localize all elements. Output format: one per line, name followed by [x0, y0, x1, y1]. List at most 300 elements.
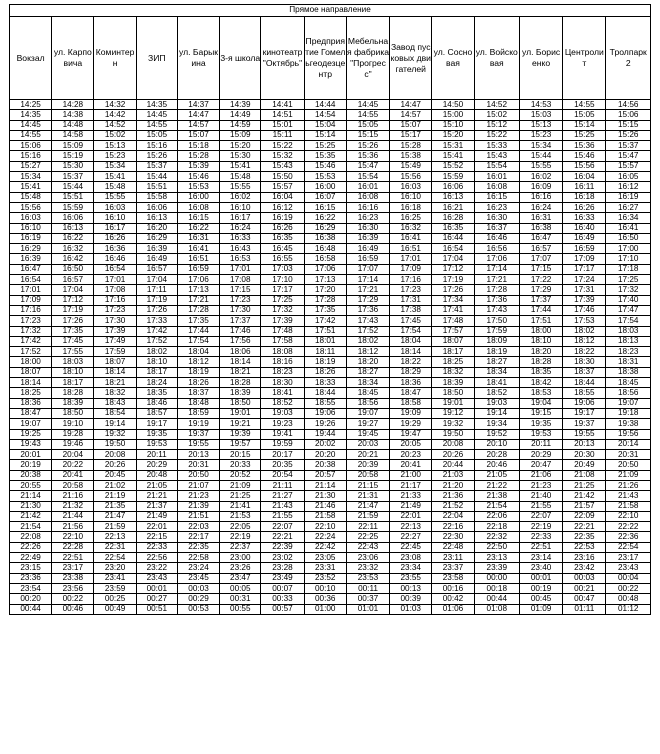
- time-cell: 14:52: [474, 100, 519, 110]
- time-cell: 22:37: [220, 542, 261, 552]
- time-cell: 15:43: [474, 151, 519, 161]
- time-cell: 21:05: [474, 470, 519, 480]
- time-cell: 16:19: [606, 192, 651, 202]
- time-cell: 00:03: [177, 583, 219, 593]
- time-cell: 14:41: [261, 100, 304, 110]
- time-cell: 18:03: [606, 326, 651, 336]
- time-cell: 16:13: [136, 213, 177, 223]
- table-row: [10, 213, 651, 223]
- time-cell: 17:42: [136, 326, 177, 336]
- time-cell: 18:38: [606, 367, 651, 377]
- time-cell: 20:20: [304, 450, 346, 460]
- time-cell: 17:28: [177, 305, 219, 315]
- time-cell: 15:19: [52, 151, 94, 161]
- time-cell: 00:44: [474, 594, 519, 604]
- time-cell: 20:38: [10, 470, 52, 480]
- time-cell: 15:54: [346, 172, 389, 182]
- time-cell: 16:57: [519, 244, 562, 254]
- time-cell: 20:13: [177, 450, 219, 460]
- time-cell: 17:09: [390, 264, 432, 274]
- time-cell: 21:58: [304, 511, 346, 521]
- time-cell: 23:52: [304, 573, 346, 583]
- table-row: [10, 347, 651, 357]
- time-cell: 16:26: [94, 233, 136, 243]
- table-row: [10, 378, 651, 388]
- time-cell: 20:03: [346, 439, 389, 449]
- time-cell: 15:47: [606, 151, 651, 161]
- time-cell: 22:21: [261, 532, 304, 542]
- time-cell: 15:36: [346, 151, 389, 161]
- time-cell: 21:23: [177, 491, 219, 501]
- time-cell: 18:19: [474, 347, 519, 357]
- time-cell: 18:17: [52, 378, 94, 388]
- time-cell: 17:07: [346, 264, 389, 274]
- time-cell: 15:44: [52, 182, 94, 192]
- time-cell: 22:58: [177, 553, 219, 563]
- time-cell: 15:26: [606, 130, 651, 140]
- time-cell: 23:42: [563, 563, 606, 573]
- time-cell: 23:43: [136, 573, 177, 583]
- time-cell: 15:05: [346, 120, 389, 130]
- table-row: [10, 408, 651, 418]
- time-cell: 19:18: [606, 408, 651, 418]
- stop-header: Предприятие Гомельгеодезцентр: [304, 17, 346, 100]
- time-cell: 15:32: [261, 151, 304, 161]
- time-cell: 14:32: [94, 100, 136, 110]
- time-cell: 15:15: [346, 130, 389, 140]
- time-cell: 19:15: [519, 408, 562, 418]
- time-cell: 18:28: [220, 378, 261, 388]
- time-cell: 18:11: [304, 347, 346, 357]
- time-cell: 16:03: [94, 202, 136, 212]
- time-cell: 18:22: [390, 357, 432, 367]
- time-cell: 18:59: [177, 408, 219, 418]
- time-cell: 15:12: [474, 120, 519, 130]
- time-cell: 17:52: [10, 347, 52, 357]
- time-cell: 17:19: [432, 275, 474, 285]
- time-cell: 21:39: [177, 501, 219, 511]
- time-cell: 00:22: [606, 583, 651, 593]
- time-cell: 21:00: [390, 470, 432, 480]
- time-cell: 19:55: [177, 439, 219, 449]
- time-cell: 18:50: [52, 408, 94, 418]
- time-cell: 18:45: [346, 388, 389, 398]
- time-cell: 22:49: [10, 553, 52, 563]
- time-cell: 16:56: [474, 244, 519, 254]
- time-cell: 17:58: [261, 336, 304, 346]
- time-cell: 18:12: [563, 336, 606, 346]
- time-cell: 16:43: [220, 244, 261, 254]
- time-cell: 14:58: [52, 130, 94, 140]
- table-row: [10, 450, 651, 460]
- time-cell: 17:35: [52, 326, 94, 336]
- time-cell: 18:27: [346, 367, 389, 377]
- time-cell: 21:08: [563, 470, 606, 480]
- time-cell: 17:29: [519, 285, 562, 295]
- time-cell: 15:43: [261, 161, 304, 171]
- time-cell: 18:10: [136, 357, 177, 367]
- time-cell: 15:26: [346, 141, 389, 151]
- time-cell: 16:31: [519, 213, 562, 223]
- time-cell: 15:57: [261, 182, 304, 192]
- time-cell: 17:04: [52, 285, 94, 295]
- time-cell: 16:33: [220, 233, 261, 243]
- time-cell: 18:37: [563, 367, 606, 377]
- time-cell: 15:34: [10, 172, 52, 182]
- time-cell: 21:07: [177, 480, 219, 490]
- time-cell: 17:52: [136, 336, 177, 346]
- time-cell: 20:08: [432, 439, 474, 449]
- table-row: [10, 398, 651, 408]
- time-cell: 16:08: [177, 202, 219, 212]
- time-cell: 18:52: [474, 388, 519, 398]
- time-cell: 18:35: [519, 367, 562, 377]
- time-cell: 20:23: [390, 450, 432, 460]
- time-cell: 22:30: [432, 532, 474, 542]
- time-cell: 15:34: [519, 141, 562, 151]
- time-cell: 17:39: [563, 295, 606, 305]
- time-cell: 17:28: [474, 285, 519, 295]
- time-cell: 14:37: [177, 100, 219, 110]
- time-cell: 17:15: [220, 285, 261, 295]
- time-cell: 18:43: [94, 398, 136, 408]
- time-cell: 23:16: [563, 553, 606, 563]
- time-cell: 17:26: [432, 285, 474, 295]
- time-cell: 17:01: [10, 285, 52, 295]
- time-cell: 17:47: [606, 305, 651, 315]
- time-cell: 17:31: [563, 285, 606, 295]
- time-cell: 21:27: [261, 491, 304, 501]
- table-row: [10, 501, 651, 511]
- time-cell: 21:14: [304, 480, 346, 490]
- time-cell: 20:05: [390, 439, 432, 449]
- time-cell: 21:55: [519, 501, 562, 511]
- time-cell: 15:02: [474, 110, 519, 120]
- time-cell: 22:08: [10, 532, 52, 542]
- time-cell: 19:57: [220, 439, 261, 449]
- time-cell: 16:25: [390, 213, 432, 223]
- time-cell: 23:13: [474, 553, 519, 563]
- time-cell: 15:20: [432, 130, 474, 140]
- time-cell: 16:54: [432, 244, 474, 254]
- time-cell: 16:06: [136, 202, 177, 212]
- time-cell: 22:53: [563, 542, 606, 552]
- time-cell: 15:25: [304, 141, 346, 151]
- time-cell: 18:47: [10, 408, 52, 418]
- time-cell: 17:06: [304, 264, 346, 274]
- time-cell: 21:56: [52, 522, 94, 532]
- time-cell: 18:28: [519, 357, 562, 367]
- time-cell: 01:08: [474, 604, 519, 614]
- time-cell: 19:06: [563, 398, 606, 408]
- time-cell: 18:14: [94, 367, 136, 377]
- time-cell: 17:54: [390, 326, 432, 336]
- time-cell: 14:52: [94, 120, 136, 130]
- time-cell: 19:23: [261, 419, 304, 429]
- time-cell: 14:38: [52, 110, 94, 120]
- time-cell: 00:29: [177, 594, 219, 604]
- time-cell: 23:56: [52, 583, 94, 593]
- time-cell: 17:12: [432, 264, 474, 274]
- time-cell: 22:25: [346, 532, 389, 542]
- time-cell: 17:11: [136, 285, 177, 295]
- time-cell: 00:16: [432, 583, 474, 593]
- time-cell: 14:55: [136, 120, 177, 130]
- time-cell: 00:49: [94, 604, 136, 614]
- table-row: [10, 254, 651, 264]
- time-cell: 15:38: [390, 151, 432, 161]
- time-cell: 19:44: [304, 429, 346, 439]
- stop-header: Вокзал: [10, 17, 52, 100]
- time-cell: 15:44: [519, 151, 562, 161]
- time-cell: 21:47: [94, 511, 136, 521]
- time-cell: 21:14: [10, 491, 52, 501]
- time-cell: 16:51: [177, 254, 219, 264]
- time-cell: 21:43: [606, 491, 651, 501]
- time-cell: 19:59: [261, 439, 304, 449]
- time-cell: 19:21: [220, 419, 261, 429]
- time-cell: 20:28: [474, 450, 519, 460]
- time-cell: 15:55: [519, 161, 562, 171]
- time-cell: 16:32: [390, 223, 432, 233]
- time-cell: 18:29: [390, 367, 432, 377]
- time-cell: 16:28: [432, 213, 474, 223]
- time-cell: 15:06: [10, 141, 52, 151]
- time-cell: 17:15: [519, 264, 562, 274]
- time-cell: 21:49: [390, 501, 432, 511]
- time-cell: 16:29: [10, 244, 52, 254]
- time-cell: 21:43: [261, 501, 304, 511]
- time-cell: 17:23: [10, 316, 52, 326]
- time-cell: 17:13: [177, 285, 219, 295]
- time-cell: 14:57: [177, 120, 219, 130]
- time-cell: 17:32: [10, 326, 52, 336]
- time-cell: 14:48: [52, 120, 94, 130]
- time-cell: 16:10: [10, 223, 52, 233]
- table-row: [10, 573, 651, 583]
- time-cell: 19:07: [346, 408, 389, 418]
- time-cell: 18:17: [432, 347, 474, 357]
- time-cell: 16:58: [304, 254, 346, 264]
- time-cell: 23:15: [10, 563, 52, 573]
- time-cell: 18:56: [606, 388, 651, 398]
- time-cell: 21:54: [474, 501, 519, 511]
- time-cell: 15:26: [136, 151, 177, 161]
- time-cell: 17:22: [519, 275, 562, 285]
- time-cell: 18:02: [136, 347, 177, 357]
- time-cell: 15:51: [136, 182, 177, 192]
- time-cell: 18:28: [52, 388, 94, 398]
- time-cell: 15:55: [220, 182, 261, 192]
- time-cell: 16:35: [432, 223, 474, 233]
- time-cell: 19:52: [474, 429, 519, 439]
- time-cell: 20:11: [136, 450, 177, 460]
- time-cell: 21:09: [606, 470, 651, 480]
- time-cell: 21:11: [261, 480, 304, 490]
- time-cell: 22:24: [304, 532, 346, 542]
- time-cell: 18:17: [136, 367, 177, 377]
- time-cell: 17:29: [346, 295, 389, 305]
- time-cell: 16:23: [346, 213, 389, 223]
- time-cell: 14:47: [177, 110, 219, 120]
- time-cell: 16:06: [52, 213, 94, 223]
- time-cell: 15:46: [304, 161, 346, 171]
- time-cell: 16:02: [220, 192, 261, 202]
- time-cell: 21:41: [220, 501, 261, 511]
- time-cell: 18:00: [519, 326, 562, 336]
- time-cell: 01:11: [563, 604, 606, 614]
- time-cell: 18:36: [390, 378, 432, 388]
- time-cell: 16:54: [94, 264, 136, 274]
- time-cell: 19:12: [432, 408, 474, 418]
- time-cell: 16:32: [52, 244, 94, 254]
- time-cell: 14:53: [519, 100, 562, 110]
- time-cell: 18:09: [474, 336, 519, 346]
- table-row: [10, 594, 651, 604]
- time-cell: 22:10: [304, 522, 346, 532]
- time-cell: 16:15: [304, 202, 346, 212]
- stop-header: Завод пусковых двигателей: [390, 17, 432, 100]
- time-cell: 20:58: [346, 470, 389, 480]
- time-cell: 23:11: [432, 553, 474, 563]
- time-cell: 16:51: [390, 244, 432, 254]
- time-cell: 17:23: [94, 305, 136, 315]
- time-cell: 19:39: [220, 429, 261, 439]
- time-cell: 17:16: [390, 275, 432, 285]
- table-row: [10, 285, 651, 295]
- time-cell: 17:45: [390, 316, 432, 326]
- time-cell: 19:17: [563, 408, 606, 418]
- time-cell: 14:59: [220, 120, 261, 130]
- time-cell: 17:50: [474, 316, 519, 326]
- time-cell: 18:54: [94, 408, 136, 418]
- time-cell: 22:36: [606, 532, 651, 542]
- time-cell: 16:50: [52, 264, 94, 274]
- time-cell: 16:50: [606, 233, 651, 243]
- time-cell: 15:37: [606, 141, 651, 151]
- time-cell: 20:48: [136, 470, 177, 480]
- time-cell: 21:47: [346, 501, 389, 511]
- time-cell: 16:38: [304, 233, 346, 243]
- time-cell: 00:01: [519, 573, 562, 583]
- time-cell: 15:17: [390, 130, 432, 140]
- time-cell: 18:56: [346, 398, 389, 408]
- time-cell: 00:13: [390, 583, 432, 593]
- time-cell: 22:33: [136, 542, 177, 552]
- time-cell: 18:25: [10, 388, 52, 398]
- time-cell: 17:10: [261, 275, 304, 285]
- time-cell: 20:46: [474, 460, 519, 470]
- table-row: [10, 480, 651, 490]
- time-cell: 20:01: [10, 450, 52, 460]
- time-cell: 15:51: [52, 192, 94, 202]
- table-row: [10, 460, 651, 470]
- time-cell: 18:14: [390, 347, 432, 357]
- time-cell: 19:06: [304, 408, 346, 418]
- time-cell: 22:31: [94, 542, 136, 552]
- time-cell: 16:19: [261, 213, 304, 223]
- time-cell: 15:10: [432, 120, 474, 130]
- time-cell: 14:55: [10, 130, 52, 140]
- time-cell: 18:41: [474, 378, 519, 388]
- time-cell: 18:25: [432, 357, 474, 367]
- time-cell: 22:32: [474, 532, 519, 542]
- stop-header: ул. Карповича: [52, 17, 94, 100]
- time-cell: 15:13: [94, 141, 136, 151]
- time-cell: 21:19: [94, 491, 136, 501]
- time-cell: 16:42: [52, 254, 94, 264]
- time-cell: 14:54: [304, 110, 346, 120]
- time-cell: 17:25: [606, 275, 651, 285]
- time-cell: 20:26: [94, 460, 136, 470]
- stop-header: ЗИП: [136, 17, 177, 100]
- time-cell: 22:51: [519, 542, 562, 552]
- time-cell: 18:07: [94, 357, 136, 367]
- time-cell: 16:10: [220, 202, 261, 212]
- time-cell: 15:49: [390, 161, 432, 171]
- time-cell: 17:43: [474, 305, 519, 315]
- time-cell: 16:36: [94, 244, 136, 254]
- time-cell: 16:20: [136, 223, 177, 233]
- time-cell: 21:02: [94, 480, 136, 490]
- time-cell: 20:47: [519, 460, 562, 470]
- table-row: [10, 172, 651, 182]
- time-cell: 16:53: [220, 254, 261, 264]
- time-cell: 15:50: [261, 172, 304, 182]
- time-cell: 17:32: [606, 285, 651, 295]
- time-cell: 17:30: [220, 305, 261, 315]
- time-cell: 21:26: [606, 480, 651, 490]
- time-cell: 16:54: [10, 275, 52, 285]
- time-cell: 20:02: [304, 439, 346, 449]
- time-cell: 22:48: [432, 542, 474, 552]
- time-cell: 16:33: [563, 213, 606, 223]
- table-row: [10, 316, 651, 326]
- table-row: [10, 429, 651, 439]
- table-row: [10, 326, 651, 336]
- stop-header: ул. Барыкина: [177, 17, 219, 100]
- time-cell: 22:13: [390, 522, 432, 532]
- table-row: [10, 553, 651, 563]
- time-cell: 23:54: [10, 583, 52, 593]
- time-cell: 18:27: [474, 357, 519, 367]
- time-cell: 20:57: [304, 470, 346, 480]
- time-cell: 14:45: [346, 100, 389, 110]
- time-cell: 21:15: [346, 480, 389, 490]
- time-cell: 15:04: [304, 120, 346, 130]
- time-cell: 20:11: [519, 439, 562, 449]
- time-cell: 15:37: [52, 172, 94, 182]
- time-cell: 22:17: [177, 532, 219, 542]
- time-cell: 16:09: [519, 182, 562, 192]
- time-cell: 18:04: [390, 336, 432, 346]
- time-cell: 20:31: [177, 460, 219, 470]
- time-cell: 17:39: [94, 326, 136, 336]
- time-cell: 23:32: [346, 563, 389, 573]
- time-cell: 14:45: [10, 120, 52, 130]
- time-cell: 20:13: [563, 439, 606, 449]
- time-cell: 18:04: [177, 347, 219, 357]
- time-cell: 17:16: [94, 295, 136, 305]
- time-cell: 23:37: [432, 563, 474, 573]
- time-cell: 23:24: [177, 563, 219, 573]
- time-cell: 01:00: [304, 604, 346, 614]
- time-cell: 23:31: [304, 563, 346, 573]
- time-cell: 22:09: [563, 511, 606, 521]
- time-cell: 18:31: [606, 357, 651, 367]
- time-cell: 15:14: [304, 130, 346, 140]
- time-cell: 19:27: [346, 419, 389, 429]
